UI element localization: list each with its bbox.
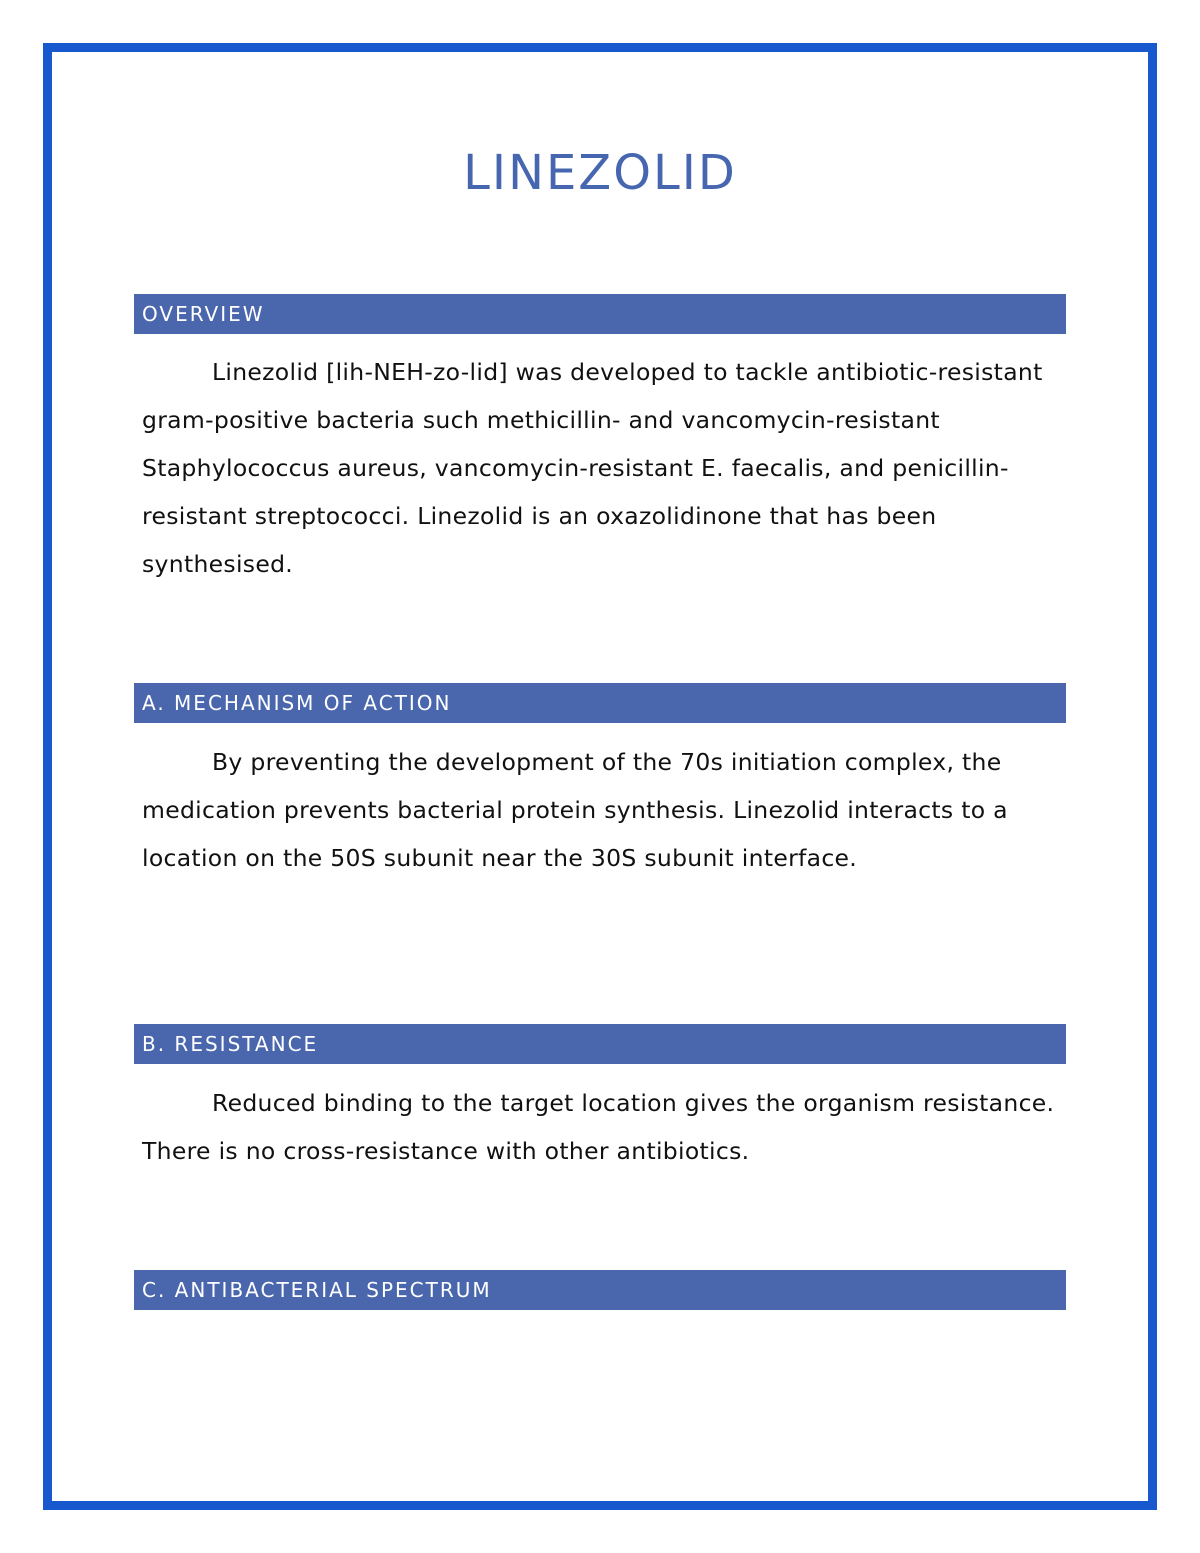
section-heading-overview: OVERVIEW [134,294,1066,334]
section-heading-antibacterial-spectrum: C. ANTIBACTERIAL SPECTRUM [134,1270,1066,1310]
section-heading-mechanism-of-action: A. MECHANISM OF ACTION [134,683,1066,723]
section-body-resistance: Reduced binding to the target location gives the organism resistance. There is no cross-resistance with other antibiotics. [142,1089,1055,1165]
section-body-overview: Linezolid [lih-NEH-zo-lid] was developed to tackle antibiotic-resistant gram-positive bacteria such methicillin- and vancomycin-resistant Staphylococcus aureus, vancomycin-resistant E. faecalis, and penicillin-resistant streptococci. Linezolid is an oxazolidinone that has been synthesised. [142,358,1043,578]
section-heading-resistance: B. RESISTANCE [134,1024,1066,1064]
document-title: LINEZOLID [463,145,737,201]
section-body-mechanism-of-action: By preventing the development of the 70s initiation complex, the medication prevents bacterial protein synthesis. Linezolid interacts to a location on the 50S subunit near the 30S subunit interface. [142,748,1008,872]
